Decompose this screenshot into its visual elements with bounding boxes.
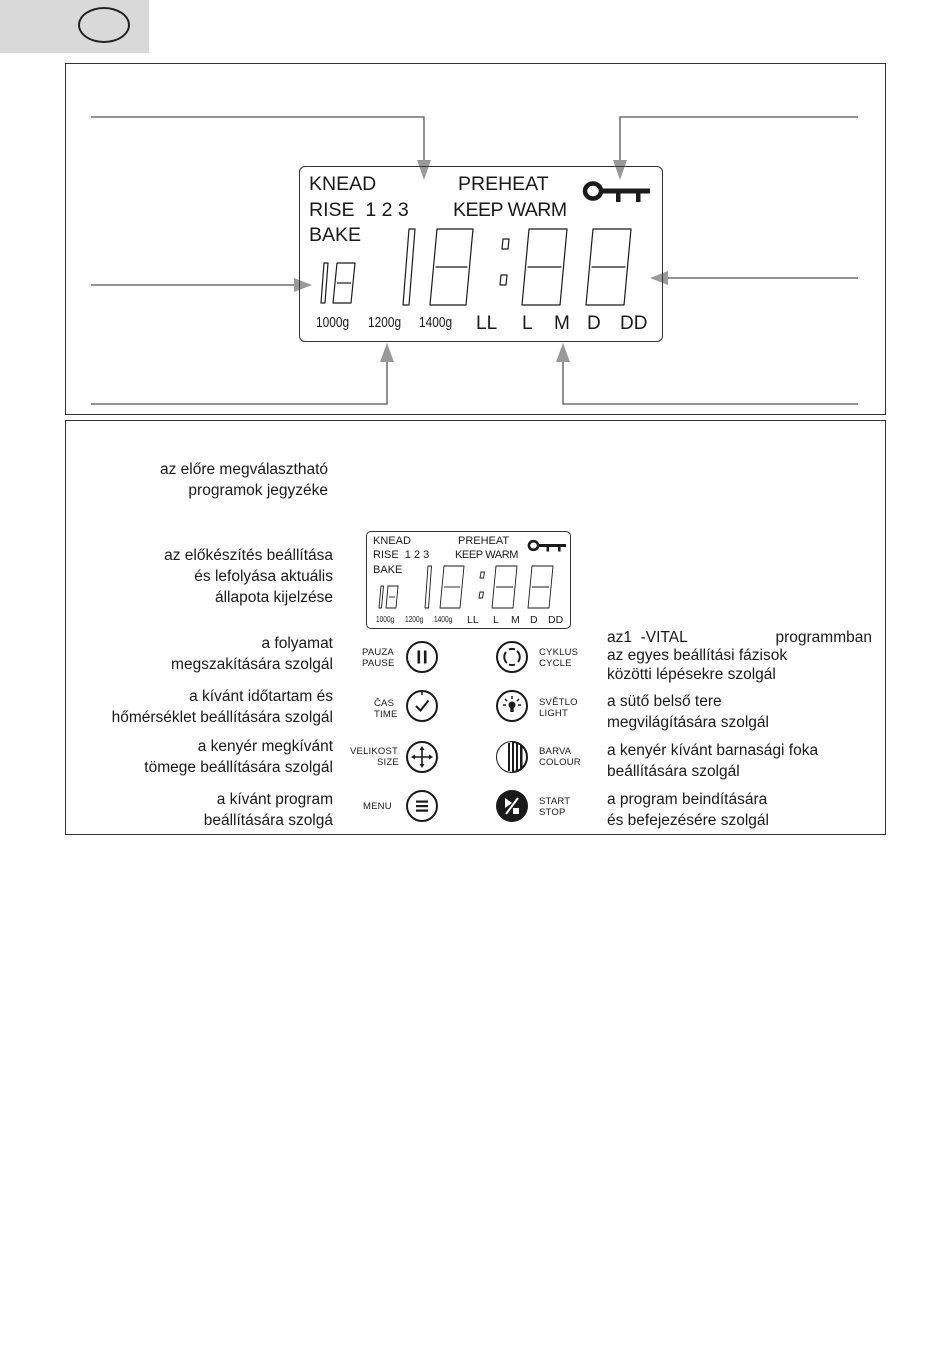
desc-program-list: az előre megválasztható programok jegyzéke xyxy=(159,461,328,499)
lcd-time-digit-1 xyxy=(403,229,415,305)
lcd-small-prog-digit-1 xyxy=(379,586,384,608)
lcd-small-weight-1000: 1000g xyxy=(376,615,395,624)
colour-button-label: BARVA COLOUR xyxy=(539,746,581,768)
lcd-small-crust-m: M xyxy=(511,614,520,626)
lcd-display-large xyxy=(299,166,663,342)
lcd-crust-l: L xyxy=(522,313,533,334)
desc-menu: a kívánt program beállítására szolgá xyxy=(203,791,333,829)
menu-icon xyxy=(405,789,439,823)
lcd-weight-1400: 1400g xyxy=(419,315,453,331)
lcd-small-mode-preheat: PREHEAT xyxy=(458,535,510,547)
lcd-small-program-knead: KNEAD xyxy=(373,535,411,547)
lcd-mode-keepwarm: KEEP WARM xyxy=(453,199,567,221)
lcd-small-weight-1400: 1400g xyxy=(434,615,453,624)
lcd-mode-preheat: PREHEAT xyxy=(458,173,549,195)
lcd-small-weight-1200: 1200g xyxy=(405,615,424,624)
lcd-crust-ll: LL xyxy=(476,313,498,334)
lcd-small-colon-bottom xyxy=(479,592,484,598)
clock-icon xyxy=(405,689,439,723)
desc-light: a sütő belső tere megvilágítására szolgál xyxy=(607,693,769,731)
menu-button-label: MENU xyxy=(363,801,392,812)
lcd-weight-1000: 1000g xyxy=(316,315,350,331)
desc-time: a kívánt időtartam és hőmérséklet beállítására szolgál xyxy=(111,688,333,726)
desc-status-display: az előkészítés beállítása és lefolyása aktuális állapota kijelzése xyxy=(164,547,333,606)
lcd-colon-top xyxy=(502,239,509,249)
lcd-small-crust-l: L xyxy=(493,614,499,626)
lcd-crust-m: M xyxy=(554,313,570,334)
light-button-label: SVĚTLO LIGHT xyxy=(539,697,578,719)
lcd-program-bake: BAKE xyxy=(309,224,362,246)
lcd-small-crust-ll: LL xyxy=(467,614,479,626)
lcd-prog-digit-1 xyxy=(321,263,328,303)
lcd-small-program-rise: RISE 1 2 3 xyxy=(373,549,430,561)
lcd-small-crust-d: D xyxy=(530,614,538,626)
time-button-label: ČAS TIME xyxy=(374,698,398,720)
startstop-button-label: START STOP xyxy=(539,796,571,818)
size-button-label: VELIKOST SIZE xyxy=(350,746,399,768)
lcd-small-mode-keepwarm: KEEP WARM xyxy=(455,549,519,561)
pause-button-label: PAUZA PAUSE xyxy=(362,647,395,669)
desc-startstop: a program beindítására és befejezésére szolgál xyxy=(607,791,769,829)
move-arrows-icon xyxy=(405,740,439,774)
pause-icon xyxy=(405,640,439,674)
colour-stripes-icon xyxy=(495,740,529,774)
lcd-weight-1200: 1200g xyxy=(368,315,402,331)
lcd-crust-d: D xyxy=(587,313,601,334)
lcd-small-program-bake: BAKE xyxy=(373,564,403,576)
desc-size: a kenyér megkívánt tömege beállítására szolgál xyxy=(144,738,333,776)
start-stop-icon xyxy=(495,789,529,823)
lcd-small-time-digit-1 xyxy=(425,566,432,608)
light-bulb-icon xyxy=(495,689,529,723)
lcd-small-segment-digits xyxy=(367,532,572,630)
cycle-button-label: CYKLUS CYCLE xyxy=(539,647,579,669)
desc-pause: a folyamat megszakítására szolgál xyxy=(171,635,333,673)
lcd-program-knead: KNEAD xyxy=(309,173,377,195)
cycle-icon xyxy=(495,640,529,674)
lcd-small-crust-dd: DD xyxy=(548,614,564,626)
lcd-program-rise: RISE 1 2 3 xyxy=(309,199,409,221)
lcd-colon-bottom xyxy=(500,275,507,285)
desc-colour: a kenyér kívánt barnasági foka beállítására szolgál xyxy=(607,742,819,780)
lcd-display-small xyxy=(366,531,571,629)
lcd-segment-digits xyxy=(300,167,664,343)
desc-cycle: az1 -VITAL programmban az egyes beállítási fázisok közötti lépésekre szolgál xyxy=(607,629,872,683)
lcd-crust-dd: DD xyxy=(620,313,648,334)
lcd-small-colon-top xyxy=(480,572,485,578)
